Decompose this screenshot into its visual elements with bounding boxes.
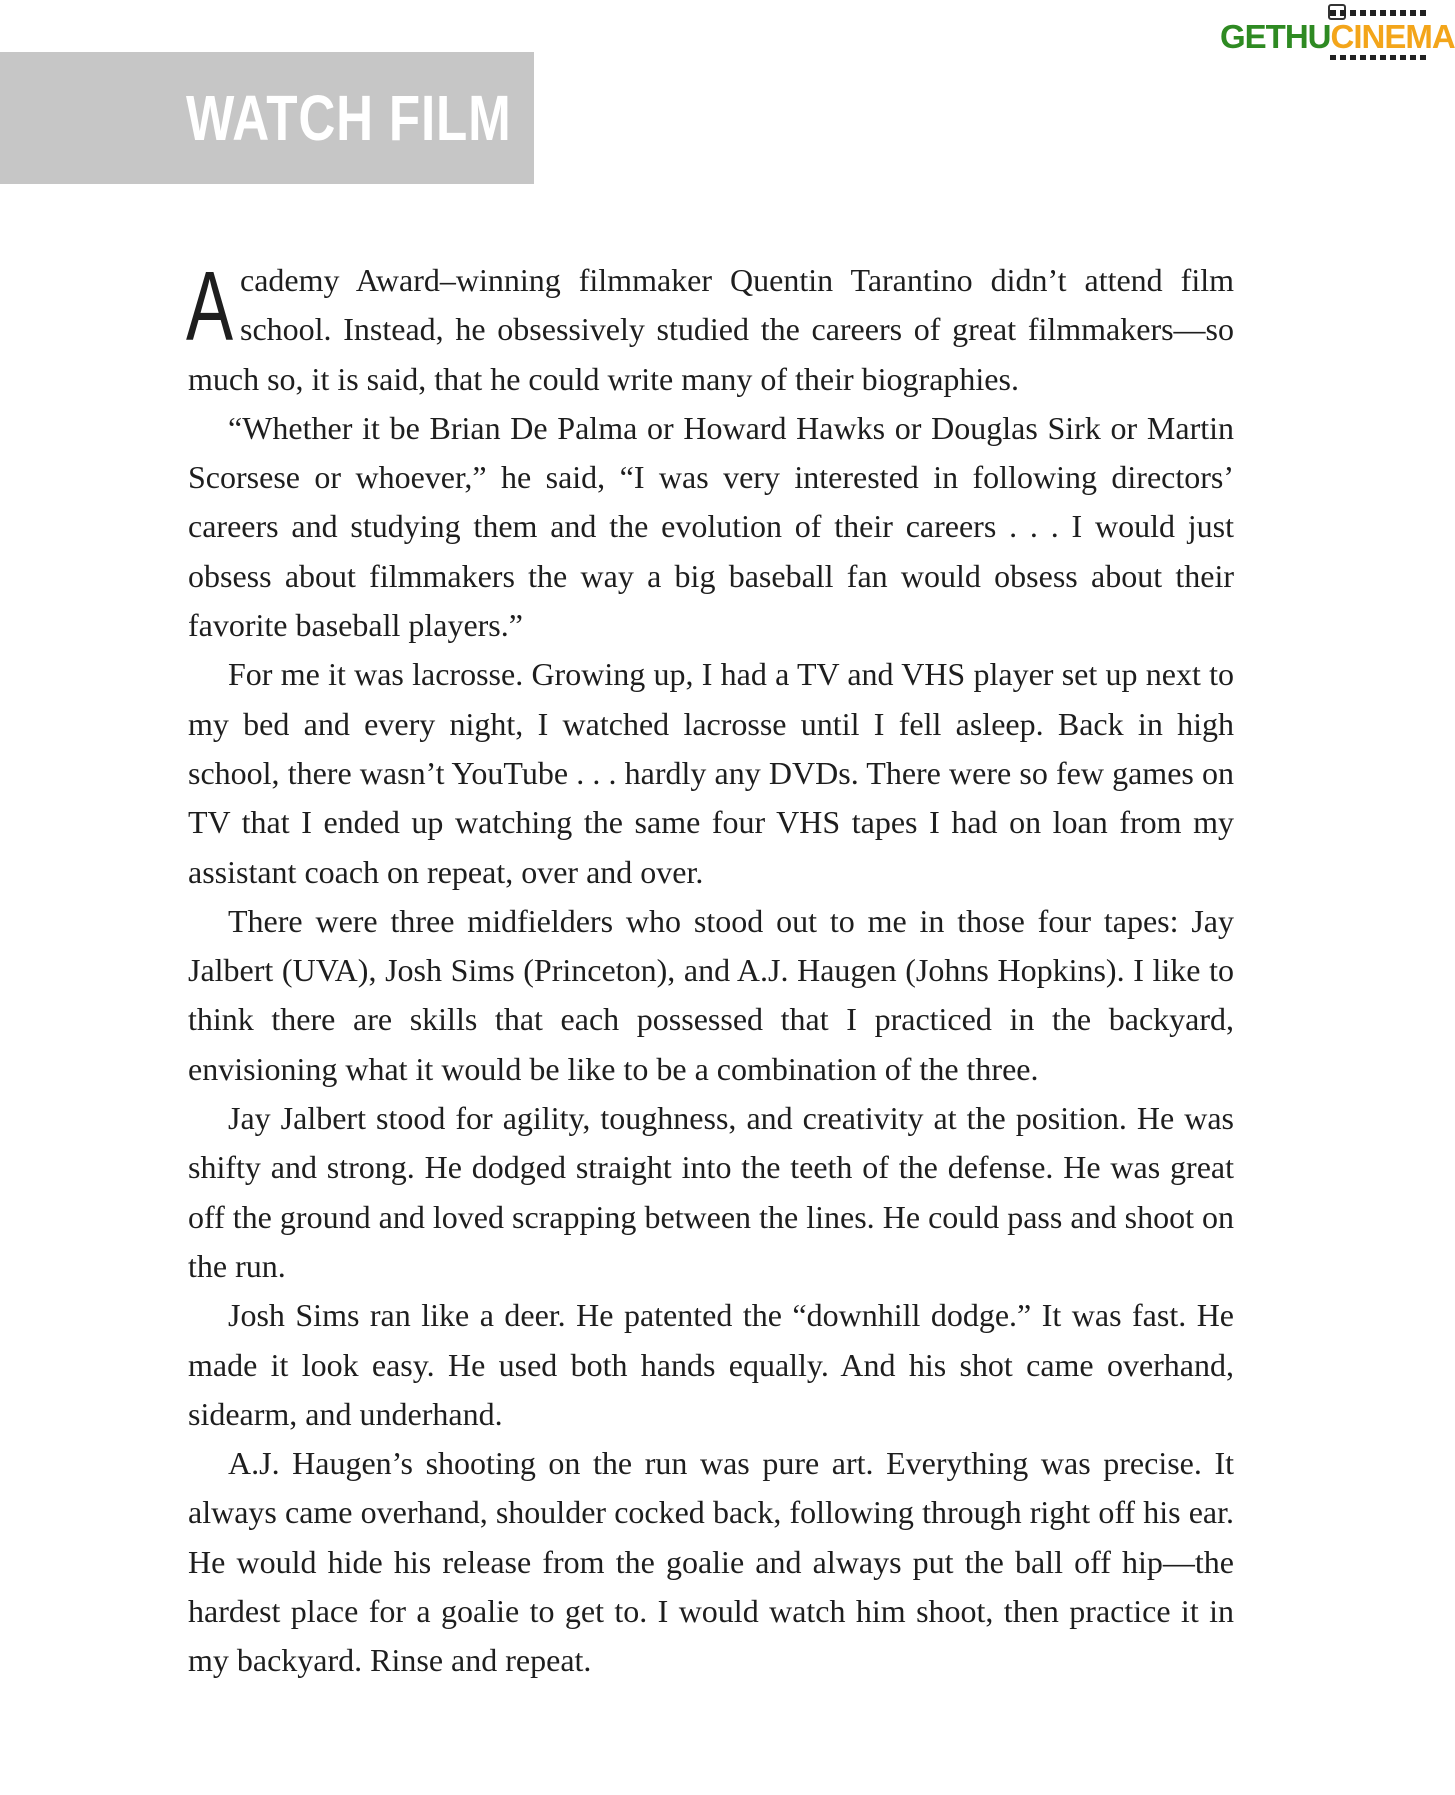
drop-cap: A bbox=[186, 251, 234, 361]
paragraph-1 bbox=[186, 251, 1234, 404]
watermark-logo bbox=[1212, 10, 1455, 60]
body-text bbox=[186, 251, 1234, 1686]
paragraph-6: Josh Sims ran like a deer. He patented the “downhill dodge.” It was fast. He made it look easy. He used both hands equally. And his shot came overhand, sidearm, and underhand. bbox=[188, 1297, 1234, 1432]
paragraph-1-text: cademy Award–winning filmmaker Quentin Tarantino didn’t attend film school. Instead, he obsessively studied the careers of great filmmakers—so much so, it is said, that he could write many of their biographies. bbox=[188, 262, 1234, 397]
chapter-title: WATCH FILM bbox=[186, 82, 512, 154]
watermark-part1: GETHU bbox=[1220, 18, 1331, 55]
watermark-part2: CINEMA bbox=[1330, 18, 1455, 55]
chapter-banner bbox=[0, 52, 534, 184]
paragraph-5: Jay Jalbert stood for agility, toughness, and creativity at the position. He was shifty and strong. He dodged straight into the teeth of the defense. He was great off the ground and loved scrapping between the lines. He could pass and shoot on the run. bbox=[188, 1100, 1234, 1284]
watermark-text bbox=[1220, 12, 1455, 62]
paragraph-4: There were three midfielders who stood out to me in those four tapes: Jay Jalbert (UVA), Josh Sims (Princeton), and A.J. Haugen (Johns Hopkins). I like to think there are skills that each possessed that I practiced in the backyard, envisioning what it would be like to be a combination of the three. bbox=[188, 902, 1234, 1087]
paragraph-3: For me it was lacrosse. Growing up, I had a TV and VHS player set up next to my bed and every night, I watched lacrosse until I fell asleep. Back in high school, there wasn’t YouTube . . . hardly any DVDs. There were so few games on TV that I ended up watching the same four VHS tapes I had on loan from my assistant coach on repeat, over and over. bbox=[188, 656, 1234, 890]
paragraph-2: “Whether it be Brian De Palma or Howard Hawks or Douglas Sirk or Martin Scorsese or whoever,” he said, “I was very interested in following directors’ careers and studying them and the evolution of their careers . . . I would just obsess about filmmakers the way a big baseball fan would obsess about their favorite baseball players.” bbox=[188, 409, 1234, 644]
paragraph-7: A.J. Haugen’s shooting on the run was pure art. Everything was precise. It always came overhand, shoulder cocked back, following through right off his ear. He would hide his release from the goalie and always put the ball off hip—the hardest place for a goalie to get to. I would watch him shoot, then practice it in my backyard. Rinse and repeat. bbox=[188, 1445, 1234, 1679]
